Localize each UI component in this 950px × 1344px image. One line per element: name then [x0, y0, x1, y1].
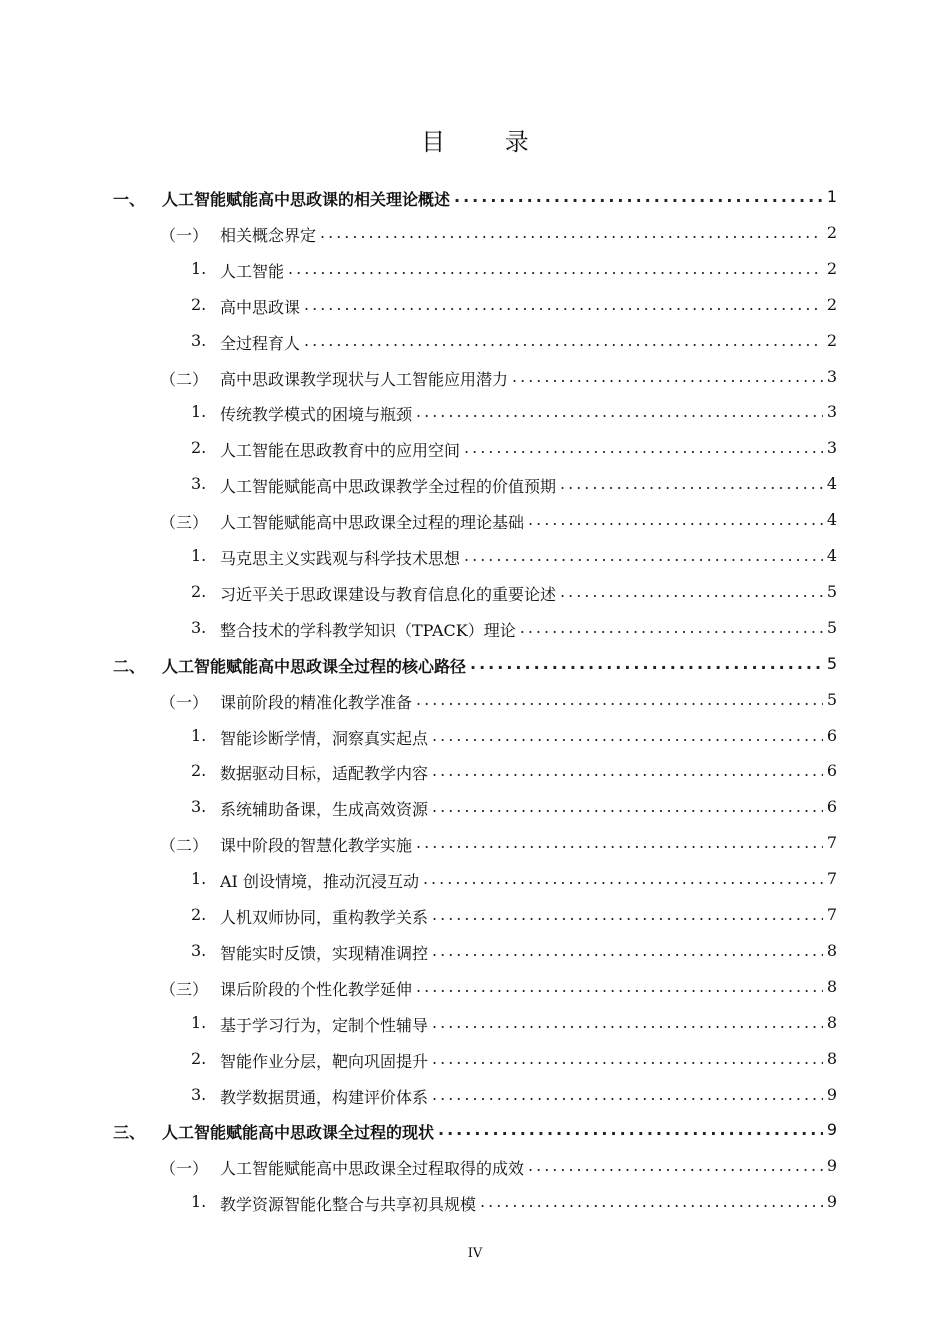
toc-entry-line [220, 905, 823, 928]
toc-entry-page-number: 5 [826, 653, 837, 673]
dot-leader [416, 402, 823, 425]
toc-entry-line [220, 510, 823, 533]
toc-entry-title: 数据驱动目标，适配教学内容 [220, 764, 429, 784]
toc-entry-page-number: 9 [826, 1084, 837, 1104]
toc-entry-title: 相关概念界定 [220, 225, 317, 245]
toc-entry-line [220, 582, 823, 605]
toc-entry-number: 1. [191, 402, 207, 422]
toc-entry-title: 课前阶段的精准化教学准备 [220, 692, 413, 712]
toc-entry-line [220, 1085, 823, 1108]
toc-entry-title: 人工智能赋能高中思政课全过程的理论基础 [220, 513, 525, 533]
toc-entry-title: 人工智能 [220, 261, 285, 281]
toc-entry-number: 2. [191, 905, 207, 924]
dot-leader [560, 582, 823, 605]
toc-entry-number: 3. [191, 940, 207, 960]
dot-leader [423, 869, 823, 892]
toc-entry-line [220, 690, 823, 713]
toc-entry-page-number: 3 [826, 402, 837, 422]
toc-entry-page-number: 2 [826, 258, 837, 278]
toc-entry-title: 智能诊断学情，洞察真实起点 [220, 728, 429, 748]
toc-entry-line [220, 1049, 823, 1072]
toc-entry-level-3[interactable] [0, 754, 950, 790]
dot-leader [432, 941, 823, 964]
toc-entry-line [162, 187, 823, 210]
toc-entry-page-number: 2 [826, 330, 837, 350]
dot-leader [432, 1085, 823, 1108]
toc-entry-line [220, 295, 823, 318]
toc-entry-title: 人机双师协同，重构教学关系 [220, 908, 429, 927]
dot-leader [454, 187, 823, 210]
toc-entry-line [220, 546, 823, 569]
toc-entry-line [220, 761, 823, 784]
toc-entry-number: 2. [191, 294, 207, 314]
toc-entry-level-3[interactable] [0, 395, 950, 431]
toc-entry-number: 3. [191, 330, 207, 350]
toc-entry-page-number: 9 [826, 1192, 837, 1212]
toc-entry-title: 系统辅助备课，生成高效资源 [220, 800, 429, 820]
toc-entry-page-number: 3 [826, 438, 837, 458]
toc-entry-level-3[interactable] [0, 1042, 950, 1078]
dot-leader [464, 438, 823, 461]
toc-entry-level-3[interactable] [0, 862, 950, 898]
dot-leader [304, 331, 823, 354]
toc-entry-number: 2. [191, 581, 207, 601]
toc-entry-level-2[interactable] [0, 826, 950, 862]
toc-entry-number: 3. [191, 797, 207, 817]
toc-entry-number: （一） [160, 692, 209, 712]
toc-entry-page-number: 8 [826, 1048, 837, 1068]
toc-entry-page-number: 5 [826, 581, 837, 601]
dot-leader [416, 833, 823, 856]
toc-entry-number: 2. [191, 761, 207, 781]
toc-entry-level-3[interactable] [0, 467, 950, 503]
toc-entry-number: 3. [191, 617, 207, 637]
page-title: 目 录 [421, 128, 555, 156]
toc-entry-line [220, 869, 823, 892]
toc-entry-page-number: 4 [826, 546, 837, 565]
toc-entry-line [220, 977, 823, 1000]
dot-leader [470, 654, 823, 677]
toc-entry-level-3[interactable] [0, 1078, 950, 1114]
dot-leader [464, 546, 823, 569]
toc-entry-number: 1. [191, 1012, 207, 1032]
toc-entry-level-3[interactable] [0, 288, 950, 324]
toc-entry-page-number: 6 [826, 761, 837, 781]
toc-entry-page-number: 5 [826, 617, 837, 637]
toc-entry-page-number: 7 [826, 905, 837, 924]
toc-entry-title: 习近平关于思政课建设与教育信息化的重要论述 [220, 584, 557, 604]
toc-entry-title: 教学数据贯通，构建评价体系 [220, 1087, 429, 1107]
toc-entry-line [220, 618, 823, 641]
toc-entry-line [220, 1156, 823, 1179]
toc-entry-level-1[interactable] [0, 180, 950, 216]
dot-leader [432, 726, 823, 749]
toc-entry-page-number: 2 [826, 294, 837, 314]
toc-entry-page-number: 7 [826, 833, 837, 853]
toc-entry-page-number: 3 [826, 366, 837, 386]
toc-entry-level-3[interactable] [0, 431, 950, 467]
toc-entry-line [220, 367, 823, 390]
toc-entry-title: AI 创设情境，推动沉浸互动 [220, 872, 419, 892]
toc-entry-number: （三） [160, 513, 209, 533]
toc-entry-level-2[interactable] [0, 1149, 950, 1185]
toc-entry-number: 3. [191, 474, 207, 494]
toc-entry-title: 课中阶段的智慧化教学实施 [220, 836, 413, 856]
toc-entry-page-number: 4 [826, 510, 837, 530]
toc-entry-title: 智能作业分层，靶向巩固提升 [220, 1051, 429, 1071]
toc-entry-page-number: 8 [826, 940, 837, 960]
toc-entry-title: 人工智能赋能高中思政课全过程的现状 [162, 1123, 435, 1143]
toc-entry-title: 传统教学模式的困境与瓶颈 [220, 405, 413, 425]
toc-entry-page-number: 9 [826, 1156, 837, 1176]
dot-leader [304, 295, 823, 318]
toc-entry-level-1[interactable] [0, 1113, 950, 1149]
dot-leader [432, 797, 823, 820]
toc-entry-line [220, 797, 823, 820]
toc-entry-number: （一） [160, 225, 209, 245]
toc-entry-page-number: 5 [826, 689, 837, 709]
toc-entry-title: 人工智能赋能高中思政课教学全过程的价值预期 [220, 477, 557, 497]
toc-entry-level-3[interactable] [0, 252, 950, 288]
toc-entry-level-3[interactable] [0, 934, 950, 970]
toc-entry-line [162, 654, 823, 677]
toc-entry-page-number: 2 [826, 222, 837, 242]
dot-leader [512, 367, 823, 390]
toc-entry-level-3[interactable] [0, 790, 950, 826]
toc-entry-line [220, 1013, 823, 1036]
dot-leader [432, 761, 823, 784]
toc-entry-line [220, 331, 823, 354]
toc-entry-page-number: 6 [826, 797, 837, 817]
dot-leader [320, 223, 823, 246]
toc-entry-number: （二） [160, 369, 209, 389]
toc-entry-line [220, 833, 823, 856]
toc-entry-title: 马克思主义实践观与科学技术思想 [220, 549, 461, 568]
toc-entry-page-number: 1 [826, 187, 837, 206]
toc-entry-page-number: 8 [826, 976, 837, 996]
dot-leader [438, 1120, 823, 1143]
toc-entry-title: 人工智能在思政教育中的应用空间 [220, 441, 461, 461]
toc-entry-number: 2. [191, 1048, 207, 1068]
toc-entry-title: 人工智能赋能高中思政课全过程取得的成效 [220, 1159, 525, 1179]
dot-leader [528, 1156, 823, 1179]
toc-entry-title: 人工智能赋能高中思政课全过程的核心路径 [162, 656, 467, 676]
toc-entry-level-3[interactable] [0, 575, 950, 611]
toc-entry-level-3[interactable] [0, 324, 950, 360]
toc-entry-title: 智能实时反馈，实现精准调控 [220, 943, 429, 963]
toc-entry-page-number: 8 [826, 1012, 837, 1032]
dot-leader [560, 474, 823, 497]
dot-leader [416, 977, 823, 1000]
toc-entry-number: 1. [191, 869, 207, 889]
dot-leader [480, 1192, 823, 1215]
toc-entry-number: 1. [191, 258, 207, 278]
toc-entry-line [220, 941, 823, 964]
toc-entry-line [220, 402, 823, 425]
dot-leader [416, 690, 823, 713]
toc-entry-number: 1. [191, 546, 207, 565]
dot-leader [432, 1049, 823, 1072]
toc-entry-level-3[interactable] [0, 1006, 950, 1042]
toc-entry-number: 2. [191, 438, 207, 458]
dot-leader [432, 1013, 823, 1036]
toc-entry-line [220, 438, 823, 461]
toc-entry-level-2[interactable] [0, 216, 950, 252]
page-number-footer: IV [467, 1246, 483, 1261]
dot-leader [288, 259, 823, 282]
toc-entry-title: 基于学习行为，定制个性辅导 [220, 1015, 429, 1035]
toc-entry-level-2[interactable] [0, 503, 950, 539]
toc-entry-line [162, 1120, 823, 1143]
toc-entry-number: 1. [191, 1192, 207, 1212]
toc-entry-title: 高中思政课 [220, 297, 301, 317]
dot-leader [432, 905, 823, 928]
toc-entry-title: 整合技术的学科教学知识（TPACK）理论 [220, 620, 516, 640]
toc-entry-level-3[interactable] [0, 898, 950, 934]
toc-entry-number: 三、 [113, 1123, 146, 1143]
toc-entry-line [220, 259, 823, 282]
toc-entry-title: 人工智能赋能高中思政课的相关理论概述 [162, 190, 451, 209]
dot-leader [520, 618, 823, 641]
toc-entry-line [220, 223, 823, 246]
toc-entry-title: 高中思政课教学现状与人工智能应用潜力 [220, 369, 509, 389]
toc-entry-level-2[interactable] [0, 970, 950, 1006]
toc-entry-number: 一、 [113, 190, 146, 209]
toc-entry-level-3[interactable] [0, 1185, 950, 1221]
dot-leader [528, 510, 823, 533]
toc-entry-number: （一） [160, 1159, 209, 1179]
toc-entry-level-3[interactable] [0, 539, 950, 575]
toc-entry-level-3[interactable] [0, 611, 950, 647]
toc-entry-page-number: 9 [826, 1120, 837, 1140]
toc-entry-page-number: 4 [826, 474, 837, 494]
toc-entry-line [220, 726, 823, 749]
toc-entry-number: 二、 [113, 656, 146, 676]
toc-entry-number: 1. [191, 725, 207, 745]
toc-entry-line [220, 474, 823, 497]
toc-entry-title: 全过程育人 [220, 333, 301, 353]
toc-entry-level-2[interactable] [0, 360, 950, 396]
toc-entry-line [220, 1192, 823, 1215]
toc-entry-title: 教学资源智能化整合与共享初具规模 [220, 1195, 477, 1215]
toc-entry-number: （三） [160, 979, 209, 999]
toc-entry-page-number: 7 [826, 869, 837, 889]
toc-entry-title: 课后阶段的个性化教学延伸 [220, 979, 413, 999]
toc-entry-number: 3. [191, 1084, 207, 1104]
toc-entry-level-2[interactable] [0, 683, 950, 719]
toc-entry-level-1[interactable] [0, 647, 950, 683]
toc-entry-number: （二） [160, 836, 209, 856]
toc-entry-level-3[interactable] [0, 719, 950, 755]
toc-entry-page-number: 6 [826, 725, 837, 745]
